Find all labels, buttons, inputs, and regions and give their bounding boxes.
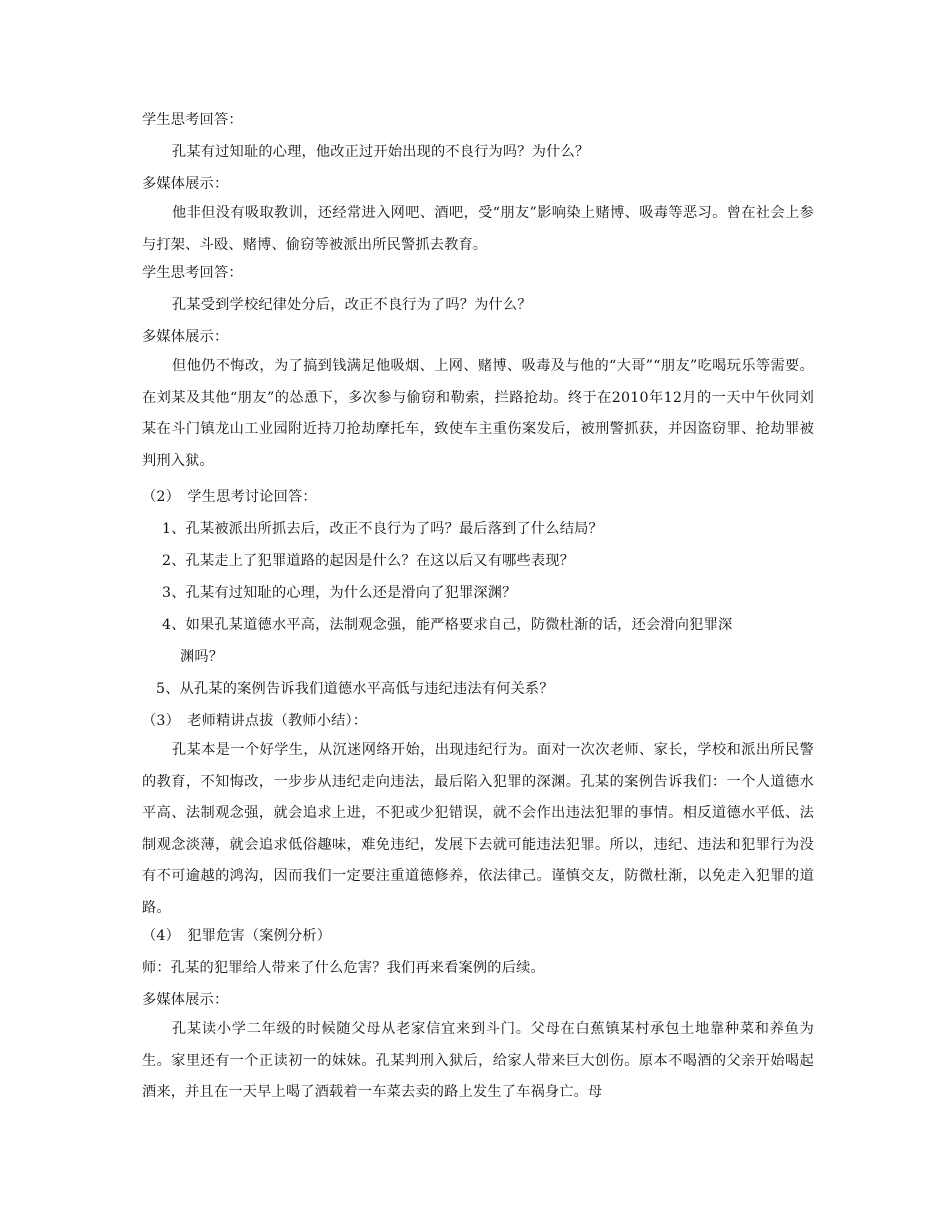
case-paragraph: 但他仍不悔改，为了搞到钱满足他吸烟、上网、赌博、吸毒及与他的“大哥”“朋友”吃喝玩乐等需要。在刘某及其他“朋友”的怂恿下，多次参与偷窃和勒索，拦路抢劫。终于在2010年12月的一天中午伙同刘某在斗门镇龙山工业园附近持刀抢劫摩托车，致使车主重伤案发后，被刑警抓获，并因盗窃罪、抢劫罪被判刑入狱。	[142, 358, 814, 469]
document-body	[142, 108, 814, 1109]
prompt-label: 学生思考回答：	[142, 265, 243, 281]
numbered-question: 5、从孔某的案例告诉我们道德水平高低与违纪违法有何关系？	[156, 681, 554, 697]
section-heading: （4） 犯罪危害（案例分析）	[142, 928, 332, 944]
numbered-question-continued: 渊吗？	[180, 649, 224, 665]
multimedia-label: 多媒体展示：	[142, 329, 229, 345]
multimedia-label: 多媒体展示：	[142, 176, 229, 192]
question-text: 孔某受到学校纪律处分后，改正不良行为了吗？为什么？	[172, 297, 532, 313]
teacher-line: 师：孔某的犯罪给人带来了什么危害？我们再来看案例的后续。	[142, 960, 545, 976]
summary-paragraph: 孔某本是一个好学生，从沉迷网络开始，出现违纪行为。面对一次次老师、家长，学校和派出所民警的教育，不知悔改，一步步从违纪走向违法，最后陷入犯罪的深渊。孔某的案例告诉我们：一个人道德水平高、法制观念强，就会追求上进，不犯或少犯错误，就不会作出违法犯罪的事情。相反道德水平低、法制观念淡薄，就会追求低俗趣味，难免违纪，发展下去就可能违法犯罪。所以，违纪、违法和犯罪行为没有不可逾越的鸿沟，因而我们一定要注重道德修养，依法律己。谨慎交友，防微杜渐，以免走入犯罪的道路。	[142, 742, 814, 916]
question-text: 孔某有过知耻的心理，他改正过开始出现的不良行为吗？为什么？	[172, 144, 590, 160]
case-paragraph: 他非但没有吸取教训，还经常进入网吧、酒吧，受“朋友”影响染上赌博、吸毒等恶习。曾在社会上参与打架、斗殴、赌博、偷窃等被派出所民警抓去教育。	[142, 205, 814, 253]
case-paragraph: 孔某读小学二年级的时候随父母从老家信宜来到斗门。父母在白蕉镇某村承包土地靠种菜和养鱼为生。家里还有一个正读初一的妹妹。孔某判刑入狱后，给家人带来巨大创伤。原本不喝酒的父亲开始喝起酒来，并且在一天早上喝了酒载着一车菜去卖的路上发生了车祸身亡。母	[142, 1021, 814, 1100]
section-heading: （2） 学生思考讨论回答：	[142, 489, 317, 505]
numbered-question: 2、孔某走上了犯罪道路的起因是什么？在这以后又有哪些表现？	[162, 553, 575, 569]
numbered-question: 4、如果孔某道德水平高，法制观念强，能严格要求自己，防微杜渐的话，还会滑向犯罪深	[162, 617, 733, 633]
multimedia-label: 多媒体展示：	[142, 992, 229, 1008]
numbered-question: 3、孔某有过知耻的心理，为什么还是滑向了犯罪深渊？	[162, 585, 517, 601]
section-heading: （3） 老师精讲点拔（教师小结）：	[142, 713, 368, 729]
prompt-label: 学生思考回答：	[142, 112, 243, 128]
numbered-question: 1、孔某被派出所抓去后，改正不良行为了吗？最后落到了什么结局？	[162, 521, 603, 537]
